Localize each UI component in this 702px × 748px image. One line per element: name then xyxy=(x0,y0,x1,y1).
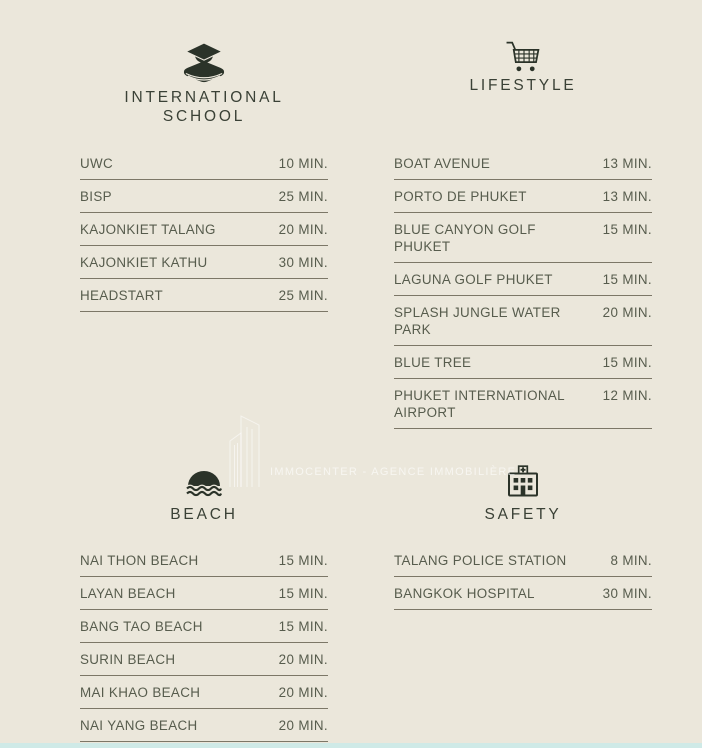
item-label: PORTO DE PHUKET xyxy=(394,188,527,204)
list-item xyxy=(80,676,328,709)
item-label: LAYAN BEACH xyxy=(80,585,176,601)
list-item xyxy=(394,263,652,296)
item-label: BOAT AVENUE xyxy=(394,155,491,171)
item-time: 10 MIN. xyxy=(278,155,328,171)
item-time: 20 MIN. xyxy=(278,717,328,733)
item-label: MAI KHAO BEACH xyxy=(80,684,201,700)
title-line-2: SCHOOL xyxy=(162,108,246,125)
title-line-1: INTERNATIONAL xyxy=(124,89,284,106)
section-title: SAFETY xyxy=(484,506,562,523)
item-label: BANGKOK HOSPITAL xyxy=(394,585,535,601)
watermark-text: IMMOCENTER - AGENCE IMMOBILIÈRE xyxy=(270,466,517,478)
item-time: 13 MIN. xyxy=(602,188,652,204)
item-label: HEADSTART xyxy=(80,287,164,303)
section-title: BEACH xyxy=(170,506,238,523)
item-label: SPLASH JUNGLE WATER PARK xyxy=(394,304,561,337)
list-item xyxy=(80,577,328,610)
item-label: NAI THON BEACH xyxy=(80,552,199,568)
item-time: 20 MIN. xyxy=(278,221,328,237)
section-title xyxy=(80,88,328,126)
item-label: BLUE CANYON GOLF PHUKET xyxy=(394,221,536,254)
item-label: LAGUNA GOLF PHUKET xyxy=(394,271,553,287)
item-time: 30 MIN. xyxy=(278,254,328,270)
list-item xyxy=(394,577,652,610)
list-item xyxy=(394,346,652,379)
list-item xyxy=(80,213,328,246)
section-header-lifestyle xyxy=(394,40,652,95)
section-title: LIFESTYLE xyxy=(469,77,577,94)
safety-list xyxy=(394,544,652,610)
item-time: 30 MIN. xyxy=(602,585,652,601)
shopping-cart-icon xyxy=(394,40,652,73)
item-time: 8 MIN. xyxy=(610,552,652,568)
list-item xyxy=(80,709,328,742)
item-label: SURIN BEACH xyxy=(80,651,176,667)
list-item xyxy=(80,643,328,676)
list-item xyxy=(80,610,328,643)
list-item xyxy=(394,147,652,180)
section-header-international-school xyxy=(80,42,328,126)
list-item xyxy=(394,213,652,263)
item-time: 12 MIN. xyxy=(602,387,652,403)
item-time: 20 MIN. xyxy=(602,304,652,320)
item-label: TALANG POLICE STATION xyxy=(394,552,567,568)
bottom-accent-strip xyxy=(0,743,702,748)
list-item xyxy=(80,544,328,577)
item-time: 25 MIN. xyxy=(278,188,328,204)
watermark-building-logo-icon xyxy=(228,410,264,493)
list-item xyxy=(80,147,328,180)
list-item xyxy=(394,379,652,429)
list-item xyxy=(80,279,328,312)
item-label: KAJONKIET TALANG xyxy=(80,221,216,237)
item-time: 15 MIN. xyxy=(278,585,328,601)
list-item xyxy=(394,296,652,346)
item-label: BLUE TREE xyxy=(394,354,472,370)
item-label: BISP xyxy=(80,188,112,204)
list-item xyxy=(394,180,652,213)
list-item xyxy=(80,180,328,213)
item-time: 20 MIN. xyxy=(278,684,328,700)
item-time: 25 MIN. xyxy=(278,287,328,303)
item-time: 15 MIN. xyxy=(602,271,652,287)
item-time: 13 MIN. xyxy=(602,155,652,171)
beach-list xyxy=(80,544,328,742)
item-label: PHUKET INTERNATIONAL AIRPORT xyxy=(394,387,565,420)
lifestyle-list xyxy=(394,147,652,429)
item-label: UWC xyxy=(80,155,114,171)
graduation-cap-icon xyxy=(80,42,328,84)
item-label: KAJONKIET KATHU xyxy=(80,254,208,270)
list-item xyxy=(394,544,652,577)
item-time: 15 MIN. xyxy=(602,221,652,237)
item-time: 15 MIN. xyxy=(278,618,328,634)
item-label: BANG TAO BEACH xyxy=(80,618,203,634)
list-item xyxy=(80,246,328,279)
item-time: 20 MIN. xyxy=(278,651,328,667)
item-time: 15 MIN. xyxy=(602,354,652,370)
item-label: NAI YANG BEACH xyxy=(80,717,198,733)
international-school-list xyxy=(80,147,328,312)
item-time: 15 MIN. xyxy=(278,552,328,568)
